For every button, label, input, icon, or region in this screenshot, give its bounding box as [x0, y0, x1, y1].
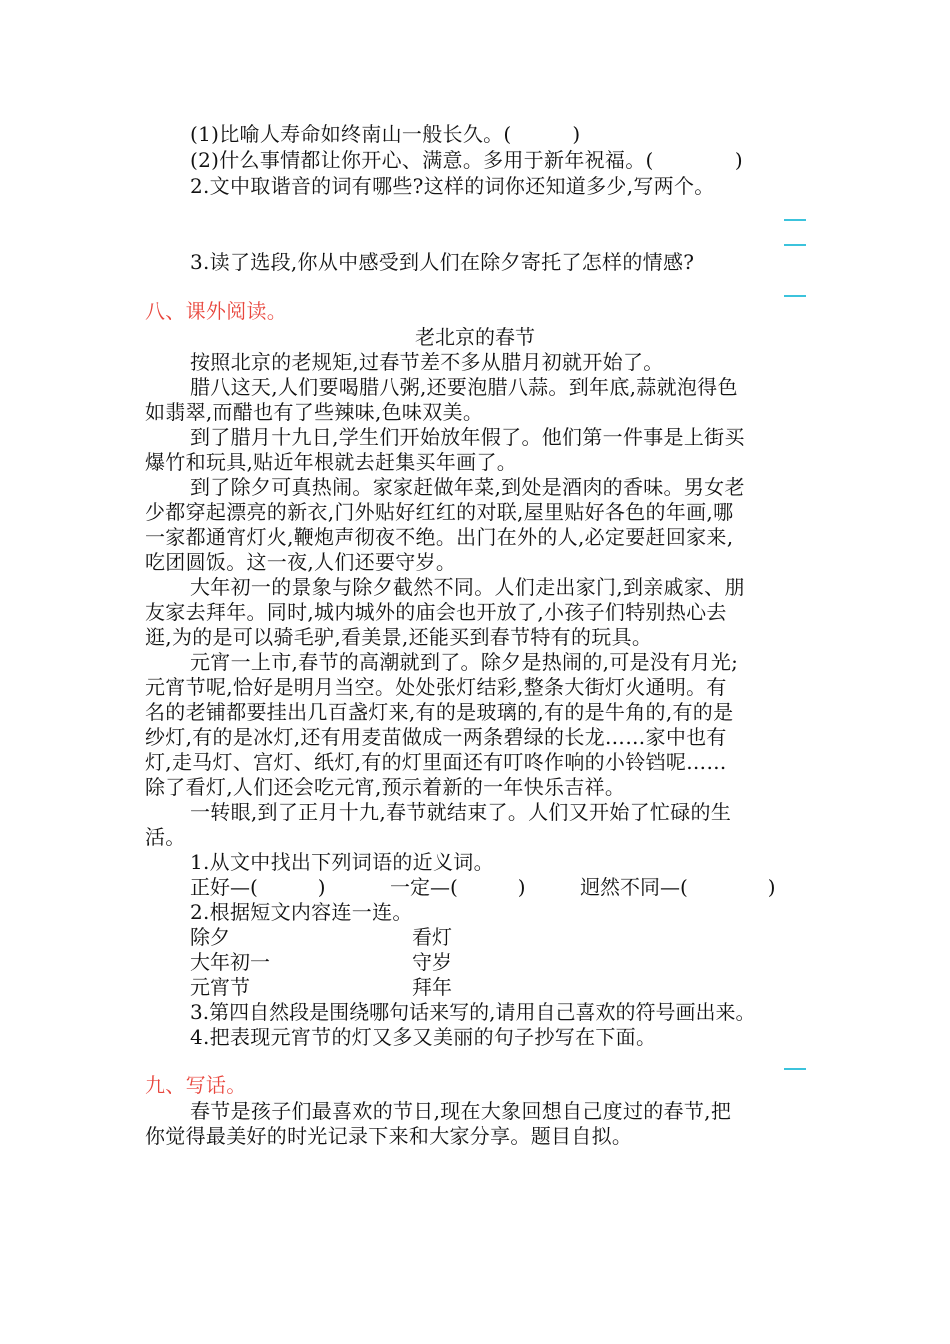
article-line: 纱灯,有的是冰灯,还有用麦苗做成一两条碧绿的长龙……家中也有 [145, 725, 727, 749]
question-8-1: 1.从文中找出下列词语的近义词。 [190, 850, 494, 874]
article-line: 一家都通宵灯火,鞭炮声彻夜不绝。出门在外的人,必定要赶回家来, [145, 525, 734, 549]
question-8-4: 4.把表现元宵节的灯又多又美丽的句子抄写在下面。 [190, 1025, 657, 1049]
article-line: 逛,为的是可以骑毛驴,看美景,还能买到春节特有的玩具。 [145, 625, 653, 649]
question-sub-2: (2)什么事情都让你开心、满意。多用于新年祝福。( ) [190, 148, 743, 172]
match-left-item: 除夕 [190, 925, 230, 949]
article-line: 灯,走马灯、宫灯、纸灯,有的灯里面还有叮咚作响的小铃铛呢…… [145, 750, 727, 774]
question-8-2: 2.根据短文内容连一连。 [190, 900, 413, 924]
article-line: 爆竹和玩具,贴近年根就去赶集买年画了。 [145, 450, 518, 474]
section-9-heading: 九、写话。 [145, 1073, 247, 1097]
answer-line [784, 295, 806, 297]
synonym-item: 正好—( ) [190, 875, 326, 899]
answer-line [784, 244, 806, 246]
article-line: 少都穿起漂亮的新衣,门外贴好红红的对联,屋里贴好各色的年画,哪 [145, 500, 734, 524]
article-line: 按照北京的老规矩,过春节差不多从腊月初就开始了。 [190, 350, 664, 374]
match-right-item: 守岁 [412, 950, 452, 974]
match-left-item: 元宵节 [190, 975, 250, 999]
article-line: 名的老铺都要挂出几百盏灯来,有的是玻璃的,有的是牛角的,有的是 [145, 700, 734, 724]
article-line: 到了除夕可真热闹。家家赶做年菜,到处是酒肉的香味。男女老 [190, 475, 745, 499]
article-line: 到了腊月十九日,学生们开始放年假了。他们第一件事是上街买 [190, 425, 745, 449]
answer-line [784, 219, 806, 221]
question-8-3: 3.第四自然段是围绕哪句话来写的,请用自己喜欢的符号画出来。 [190, 1000, 756, 1024]
article-line: 大年初一的景象与除夕截然不同。人们走出家门,到亲戚家、朋 [190, 575, 745, 599]
article-line: 元宵节呢,恰好是明月当空。处处张灯结彩,整条大街灯火通明。有 [145, 675, 727, 699]
article-line: 活。 [145, 825, 186, 849]
synonym-item: 一定—( ) [390, 875, 526, 899]
article-title: 老北京的春节 [415, 325, 535, 349]
section-8-heading: 八、课外阅读。 [145, 299, 288, 323]
writing-prompt-line: 春节是孩子们最喜欢的节日,现在大象回想自己度过的春节,把 [190, 1099, 732, 1123]
match-right-item: 拜年 [412, 975, 452, 999]
synonym-item: 迥然不同—( ) [580, 875, 776, 899]
article-line: 吃团圆饭。这一夜,人们还要守岁。 [145, 550, 457, 574]
question-3: 3.读了选段,你从中感受到人们在除夕寄托了怎样的情感? [190, 250, 695, 274]
match-left-item: 大年初一 [190, 950, 270, 974]
question-sub-1: (1)比喻人寿命如终南山一般长久。( ) [190, 122, 581, 146]
article-line: 腊八这天,人们要喝腊八粥,还要泡腊八蒜。到年底,蒜就泡得色 [190, 375, 738, 399]
article-line: 友家去拜年。同时,城内城外的庙会也开放了,小孩子们特别热心去 [145, 600, 727, 624]
answer-line [784, 1068, 806, 1070]
match-right-item: 看灯 [412, 925, 452, 949]
question-2: 2.文中取谐音的词有哪些?这样的词你还知道多少,写两个。 [190, 174, 715, 198]
article-line: 元宵一上市,春节的高潮就到了。除夕是热闹的,可是没有月光; [190, 650, 739, 674]
article-line: 如翡翠,而醋也有了些辣味,色味双美。 [145, 400, 484, 424]
article-line: 一转眼,到了正月十九,春节就结束了。人们又开始了忙碌的生 [190, 800, 732, 824]
writing-prompt-line: 你觉得最美好的时光记录下来和大家分享。题目自拟。 [145, 1124, 633, 1148]
article-line: 除了看灯,人们还会吃元宵,预示着新的一年快乐吉祥。 [145, 775, 626, 799]
